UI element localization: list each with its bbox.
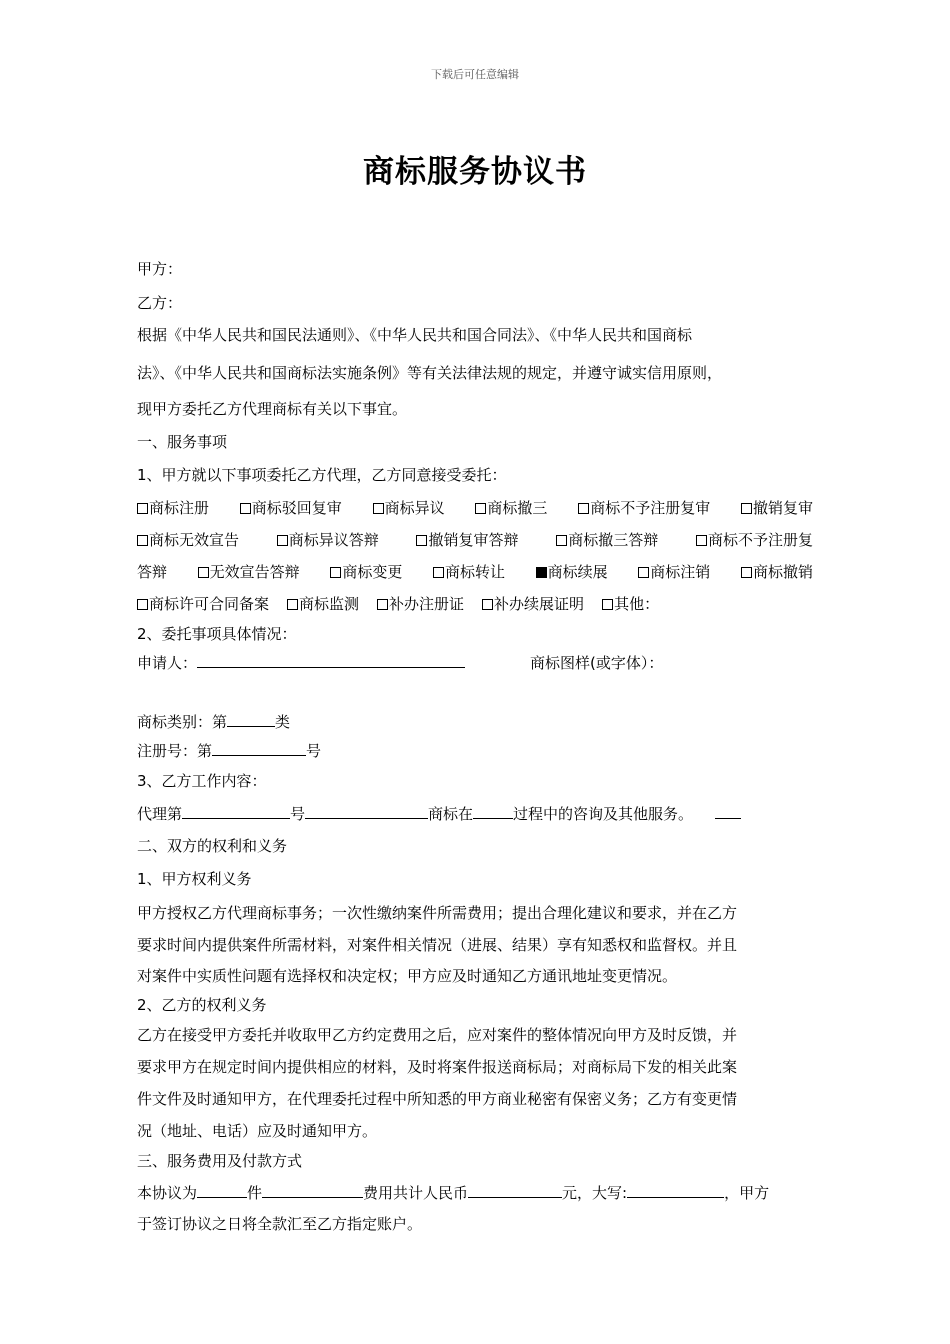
unchecked-box-icon[interactable] <box>198 567 209 578</box>
unchecked-box-icon[interactable] <box>137 535 148 546</box>
checkbox-label: 商标变更 <box>342 563 403 581</box>
party-b-label: 乙方： <box>137 294 183 312</box>
intro-line-1: 根据《中华人民共和国民法通则》、《中华人民共和国合同法》、《中华人民共和国商标 <box>137 326 693 344</box>
b-rights-line-1: 乙方在接受甲方委托并收取甲乙方约定费用之后，应对案件的整体情况向甲方及时反馈，并 <box>137 1026 738 1044</box>
checkbox-label: 商标许可合同备案 <box>149 595 270 613</box>
unchecked-box-icon[interactable] <box>330 567 341 578</box>
service-checkbox-option[interactable] <box>578 497 710 518</box>
reg-field[interactable] <box>212 741 306 756</box>
service-checkbox-option[interactable] <box>287 593 359 614</box>
unchecked-box-icon[interactable] <box>416 535 427 546</box>
service-checkbox-option[interactable] <box>137 529 239 550</box>
fee-count-field[interactable] <box>197 1183 247 1198</box>
service-checkbox-option[interactable] <box>602 593 659 614</box>
service-checkbox-option[interactable] <box>137 497 209 518</box>
unchecked-box-icon[interactable] <box>741 567 752 578</box>
intro-line-2: 法》、《中华人民共和国商标法实施条例》等有关法律法规的规定，并遵守诚实信用原则， <box>137 364 723 382</box>
work-process-field[interactable] <box>473 804 513 819</box>
checkbox-label: 商标注销 <box>650 563 711 581</box>
checkbox-row-3 <box>137 561 813 582</box>
fee-item-field[interactable] <box>262 1183 363 1198</box>
checkbox-row-1 <box>137 497 813 518</box>
work-trailing-field[interactable] <box>715 804 741 819</box>
service-checkbox-option[interactable] <box>696 529 813 550</box>
unchecked-box-icon[interactable] <box>482 599 493 610</box>
class-suffix: 类 <box>275 713 291 731</box>
class-prefix: 商标类别：第 <box>137 713 228 731</box>
checkbox-label: 补办注册证 <box>389 595 465 613</box>
applicant-row <box>137 652 465 673</box>
service-checkbox-option[interactable] <box>536 561 608 582</box>
item-2-text: 2、委托事项具体情况： <box>137 625 297 643</box>
subsection-b-heading: 2、乙方的权利义务 <box>137 996 267 1014</box>
b-rights-line-2: 要求甲方在规定时间内提供相应的材料，及时将案件报送商标局；对商标局下发的相关此案 <box>137 1058 738 1076</box>
fee-amount-field[interactable] <box>468 1183 562 1198</box>
fee-part-5: ，甲方 <box>724 1184 770 1202</box>
service-checkbox-option[interactable] <box>638 561 710 582</box>
work-part-2: 号 <box>290 805 306 823</box>
service-checkbox-option[interactable] <box>198 561 300 582</box>
checkbox-label: 商标异议 <box>384 499 445 517</box>
fee-part-4: 元，大写: <box>562 1184 628 1202</box>
checkbox-label: 其他： <box>614 595 660 613</box>
applicant-label: 申请人： <box>137 654 198 672</box>
unchecked-box-icon[interactable] <box>240 503 251 514</box>
service-checkbox-option[interactable] <box>556 529 658 550</box>
fee-part-3: 费用共计人民币 <box>363 1184 469 1202</box>
checkbox-row-prefix: 答辩 <box>137 563 168 581</box>
fee-part-1: 本协议为 <box>137 1184 198 1202</box>
item-1-text: 1、甲方就以下事项委托乙方代理，乙方同意接受委托： <box>137 466 507 484</box>
unchecked-box-icon[interactable] <box>602 599 613 610</box>
checkbox-label: 商标监测 <box>299 595 360 613</box>
unchecked-box-icon[interactable] <box>638 567 649 578</box>
work-row <box>137 803 741 824</box>
checkbox-label: 商标续展 <box>547 563 608 581</box>
unchecked-box-icon[interactable] <box>741 503 752 514</box>
checkbox-row-4 <box>137 593 813 614</box>
unchecked-box-icon[interactable] <box>556 535 567 546</box>
checkbox-label: 撤销复审答辩 <box>428 531 519 549</box>
section-2-heading: 二、双方的权利和义务 <box>137 837 288 855</box>
unchecked-box-icon[interactable] <box>475 503 486 514</box>
a-rights-line-1: 甲方授权乙方代理商标事务；一次性缴纳案件所需费用；提出合理化建议和要求，并在乙方 <box>137 904 738 922</box>
work-part-3: 商标在 <box>428 805 474 823</box>
fee-row <box>137 1182 769 1203</box>
checkbox-label: 商标不予注册复 <box>707 531 813 549</box>
unchecked-box-icon[interactable] <box>137 503 148 514</box>
work-part-1: 代理第 <box>137 805 183 823</box>
fee-words-field[interactable] <box>627 1183 724 1198</box>
unchecked-box-icon[interactable] <box>287 599 298 610</box>
service-checkbox-option[interactable] <box>475 497 547 518</box>
class-field[interactable] <box>227 712 275 727</box>
a-rights-line-2: 要求时间内提供案件所需材料，对案件相关情况（进展、结果）享有知悉权和监督权。并且 <box>137 936 738 954</box>
checkbox-label: 商标撤销 <box>752 563 813 581</box>
work-number-field[interactable] <box>182 804 290 819</box>
document-title: 商标服务协议书 <box>363 154 587 190</box>
unchecked-box-icon[interactable] <box>377 599 388 610</box>
checked-box-icon[interactable] <box>536 567 547 578</box>
service-checkbox-option[interactable] <box>330 561 402 582</box>
party-a-label: 甲方： <box>137 260 183 278</box>
service-checkbox-option[interactable] <box>277 529 379 550</box>
checkbox-label: 商标注册 <box>149 499 210 517</box>
b-rights-line-3: 件文件及时通知甲方，在代理委托过程中所知悉的甲方商业秘密有保密义务；乙方有变更情 <box>137 1090 738 1108</box>
unchecked-box-icon[interactable] <box>373 503 384 514</box>
applicant-field[interactable] <box>197 653 465 668</box>
service-checkbox-option[interactable] <box>377 593 464 614</box>
service-checkbox-option[interactable] <box>373 497 445 518</box>
checkbox-label: 无效宣告答辩 <box>209 563 300 581</box>
checkbox-label: 撤销复审 <box>752 499 813 517</box>
checkbox-label: 商标撤三答辩 <box>568 531 659 549</box>
fee-part-2: 件 <box>247 1184 263 1202</box>
fee-line-2: 于签订协议之日将全款汇至乙方指定账户。 <box>137 1215 423 1233</box>
checkbox-label: 商标转让 <box>444 563 505 581</box>
page-header: 下载后可任意编辑 <box>431 68 519 81</box>
subsection-a-heading: 1、甲方权利义务 <box>137 870 252 888</box>
checkbox-label: 商标不予注册复审 <box>590 499 711 517</box>
section-3-heading: 三、服务费用及付款方式 <box>137 1152 303 1170</box>
service-checkbox-option[interactable] <box>741 561 813 582</box>
mark-pattern-label: 商标图样(或字体）： <box>530 654 664 672</box>
b-rights-line-4: 况（地址、电话）应及时通知甲方。 <box>137 1122 378 1140</box>
item-3-text: 3、乙方工作内容： <box>137 772 267 790</box>
service-checkbox-option[interactable] <box>240 497 342 518</box>
unchecked-box-icon[interactable] <box>578 503 589 514</box>
unchecked-box-icon[interactable] <box>137 599 148 610</box>
checkbox-label: 商标无效宣告 <box>149 531 240 549</box>
checkbox-row-2 <box>137 529 813 550</box>
unchecked-box-icon[interactable] <box>277 535 288 546</box>
reg-suffix: 号 <box>306 742 322 760</box>
a-rights-line-3: 对案件中实质性问题有选择权和决定权；甲方应及时通知乙方通讯地址变更情况。 <box>137 967 678 985</box>
checkbox-label: 商标驳回复审 <box>251 499 342 517</box>
unchecked-box-icon[interactable] <box>696 535 707 546</box>
service-checkbox-option[interactable] <box>741 497 813 518</box>
work-mark-field[interactable] <box>305 804 428 819</box>
reg-row <box>137 740 321 761</box>
service-checkbox-option[interactable] <box>137 593 269 614</box>
work-part-4: 过程中的咨询及其他服务。 <box>513 805 694 823</box>
section-1-heading: 一、服务事项 <box>137 433 228 451</box>
class-row <box>137 711 290 732</box>
service-checkbox-option[interactable] <box>482 593 584 614</box>
intro-line-3: 现甲方委托乙方代理商标有关以下事宜。 <box>137 400 408 418</box>
checkbox-label: 商标异议答辩 <box>288 531 379 549</box>
checkbox-label: 补办续展证明 <box>494 595 585 613</box>
service-checkbox-option[interactable] <box>416 529 518 550</box>
service-checkbox-option[interactable] <box>433 561 505 582</box>
reg-prefix: 注册号：第 <box>137 742 213 760</box>
checkbox-label: 商标撤三 <box>487 499 548 517</box>
unchecked-box-icon[interactable] <box>433 567 444 578</box>
